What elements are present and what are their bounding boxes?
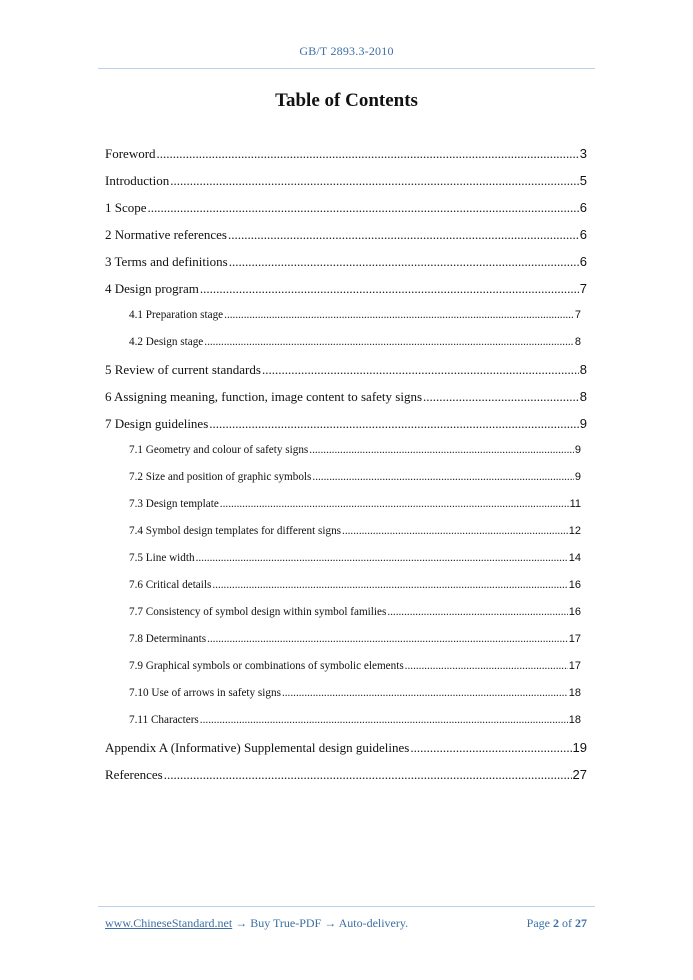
toc-entry-page: 14 (568, 552, 581, 564)
toc-entry[interactable] (105, 167, 587, 194)
dot-leader (282, 680, 568, 707)
footer-promo (105, 916, 408, 931)
toc-entry-page: 16 (568, 606, 581, 618)
toc-entry[interactable] (105, 653, 581, 680)
dot-leader (209, 410, 579, 437)
toc-entry-title: 2 Normative references (105, 227, 227, 242)
toc-entry[interactable] (105, 707, 581, 734)
toc-entry[interactable] (105, 599, 581, 626)
dot-leader (212, 572, 567, 599)
dot-leader (309, 437, 574, 464)
footer-divider (98, 906, 595, 907)
toc-entry-page: 8 (579, 362, 587, 377)
toc-entry-page: 18 (568, 687, 581, 699)
page-footer (105, 916, 587, 931)
dot-leader (200, 707, 568, 734)
toc-entry-title: 1 Scope (105, 200, 147, 215)
toc-entry-page: 7 (574, 309, 581, 321)
toc-entry[interactable] (105, 248, 587, 275)
toc-entry-title: References (105, 767, 163, 782)
toc-entry-title: 7.11 Characters (129, 714, 199, 726)
toc-entry[interactable] (105, 329, 581, 356)
page-label: Page (526, 916, 550, 930)
buy-text[interactable]: → Buy True-PDF → Auto-delivery. (232, 916, 409, 930)
toc-entry-title: Foreword (105, 146, 156, 161)
toc-entry-title: 7.3 Design template (129, 498, 219, 510)
toc-entry[interactable] (105, 626, 581, 653)
toc-entry-title: 4 Design program (105, 281, 199, 296)
toc-entry-title: 7.2 Size and position of graphic symbols (129, 471, 312, 483)
toc-entry-title: 7.9 Graphical symbols or combinations of symbolic elements (129, 660, 404, 672)
toc-entry-page: 3 (579, 146, 587, 161)
dot-leader (228, 221, 579, 248)
toc-entry-page: 8 (574, 336, 581, 348)
dot-leader (164, 761, 572, 788)
toc-entry-title: 7.4 Symbol design templates for different signs (129, 525, 342, 537)
toc-entry-page: 6 (579, 254, 587, 269)
toc-entry-title: 6 Assigning meaning, function, image content to safety signs (105, 389, 423, 404)
toc-entry[interactable] (105, 734, 587, 761)
toc-entry-page: 12 (568, 525, 581, 537)
toc-entry[interactable] (105, 680, 581, 707)
toc-entry-page: 17 (568, 633, 581, 645)
toc-entry-title: 4.2 Design stage (129, 336, 204, 348)
dot-leader (262, 356, 579, 383)
toc-entry[interactable] (105, 356, 587, 383)
toc-entry[interactable] (105, 518, 581, 545)
toc-entry[interactable] (105, 140, 587, 167)
toc-entry-title: 7.5 Line width (129, 552, 195, 564)
toc-entry-page: 11 (569, 498, 581, 510)
dot-leader (410, 734, 571, 761)
toc-entry-page: 18 (568, 714, 581, 726)
toc-entry-page: 7 (579, 281, 587, 296)
dot-leader (204, 329, 574, 356)
toc-entry[interactable] (105, 275, 587, 302)
header-divider (98, 68, 595, 69)
page-counter (527, 916, 587, 931)
toc-entry-title: 7.1 Geometry and colour of safety signs (129, 444, 309, 456)
toc-entry-page: 27 (572, 767, 587, 782)
page-title: Table of Contents (275, 90, 418, 111)
toc-entry[interactable] (105, 545, 581, 572)
dot-leader (387, 599, 567, 626)
current-page: 2 (553, 916, 559, 930)
toc-entry-title: Introduction (105, 173, 170, 188)
page-header (0, 44, 693, 59)
dot-leader (207, 626, 568, 653)
dot-leader (148, 194, 579, 221)
toc-entry[interactable] (105, 383, 587, 410)
standard-code: GB/T 2893.3-2010 (299, 44, 394, 58)
dot-leader (342, 518, 568, 545)
toc-entry-page: 6 (579, 227, 587, 242)
toc-entry[interactable] (105, 491, 581, 518)
table-of-contents (105, 140, 587, 788)
toc-entry[interactable] (105, 464, 581, 491)
toc-entry-page: 19 (572, 740, 587, 755)
toc-entry-title: 5 Review of current standards (105, 362, 261, 377)
website-link[interactable]: www.ChineseStandard.net (105, 916, 233, 930)
toc-entry[interactable] (105, 221, 587, 248)
dot-leader (312, 464, 573, 491)
toc-entry-title: 4.1 Preparation stage (129, 309, 224, 321)
page-of: of (562, 916, 572, 930)
total-pages: 27 (575, 916, 587, 930)
dot-leader (229, 248, 579, 275)
dot-leader (157, 140, 579, 167)
toc-entry-page: 5 (579, 173, 587, 188)
toc-entry[interactable] (105, 572, 581, 599)
toc-entry[interactable] (105, 302, 581, 329)
toc-entry-title: 7.8 Determinants (129, 633, 207, 645)
toc-entry[interactable] (105, 194, 587, 221)
dot-leader (423, 383, 579, 410)
toc-entry-page: 9 (579, 416, 587, 431)
dot-leader (224, 302, 574, 329)
toc-entry[interactable] (105, 761, 587, 788)
toc-entry-title: 7.10 Use of arrows in safety signs (129, 687, 281, 699)
dot-leader (405, 653, 568, 680)
dot-leader (170, 167, 579, 194)
toc-entry-page: 9 (574, 444, 581, 456)
dot-leader (200, 275, 579, 302)
toc-entry-title: 3 Terms and definitions (105, 254, 228, 269)
toc-entry-page: 9 (574, 471, 581, 483)
toc-entry-title: Appendix A (Informative) Supplemental design guidelines (105, 740, 410, 755)
toc-entry-title: 7 Design guidelines (105, 416, 209, 431)
toc-entry[interactable] (105, 437, 581, 464)
dot-leader (220, 491, 569, 518)
dot-leader (196, 545, 568, 572)
toc-entry-title: 7.7 Consistency of symbol design within symbol families (129, 606, 387, 618)
toc-entry[interactable] (105, 410, 587, 437)
toc-entry-page: 6 (579, 200, 587, 215)
toc-entry-page: 16 (568, 579, 581, 591)
toc-entry-page: 17 (568, 660, 581, 672)
toc-entry-title: 7.6 Critical details (129, 579, 212, 591)
toc-entry-page: 8 (579, 389, 587, 404)
